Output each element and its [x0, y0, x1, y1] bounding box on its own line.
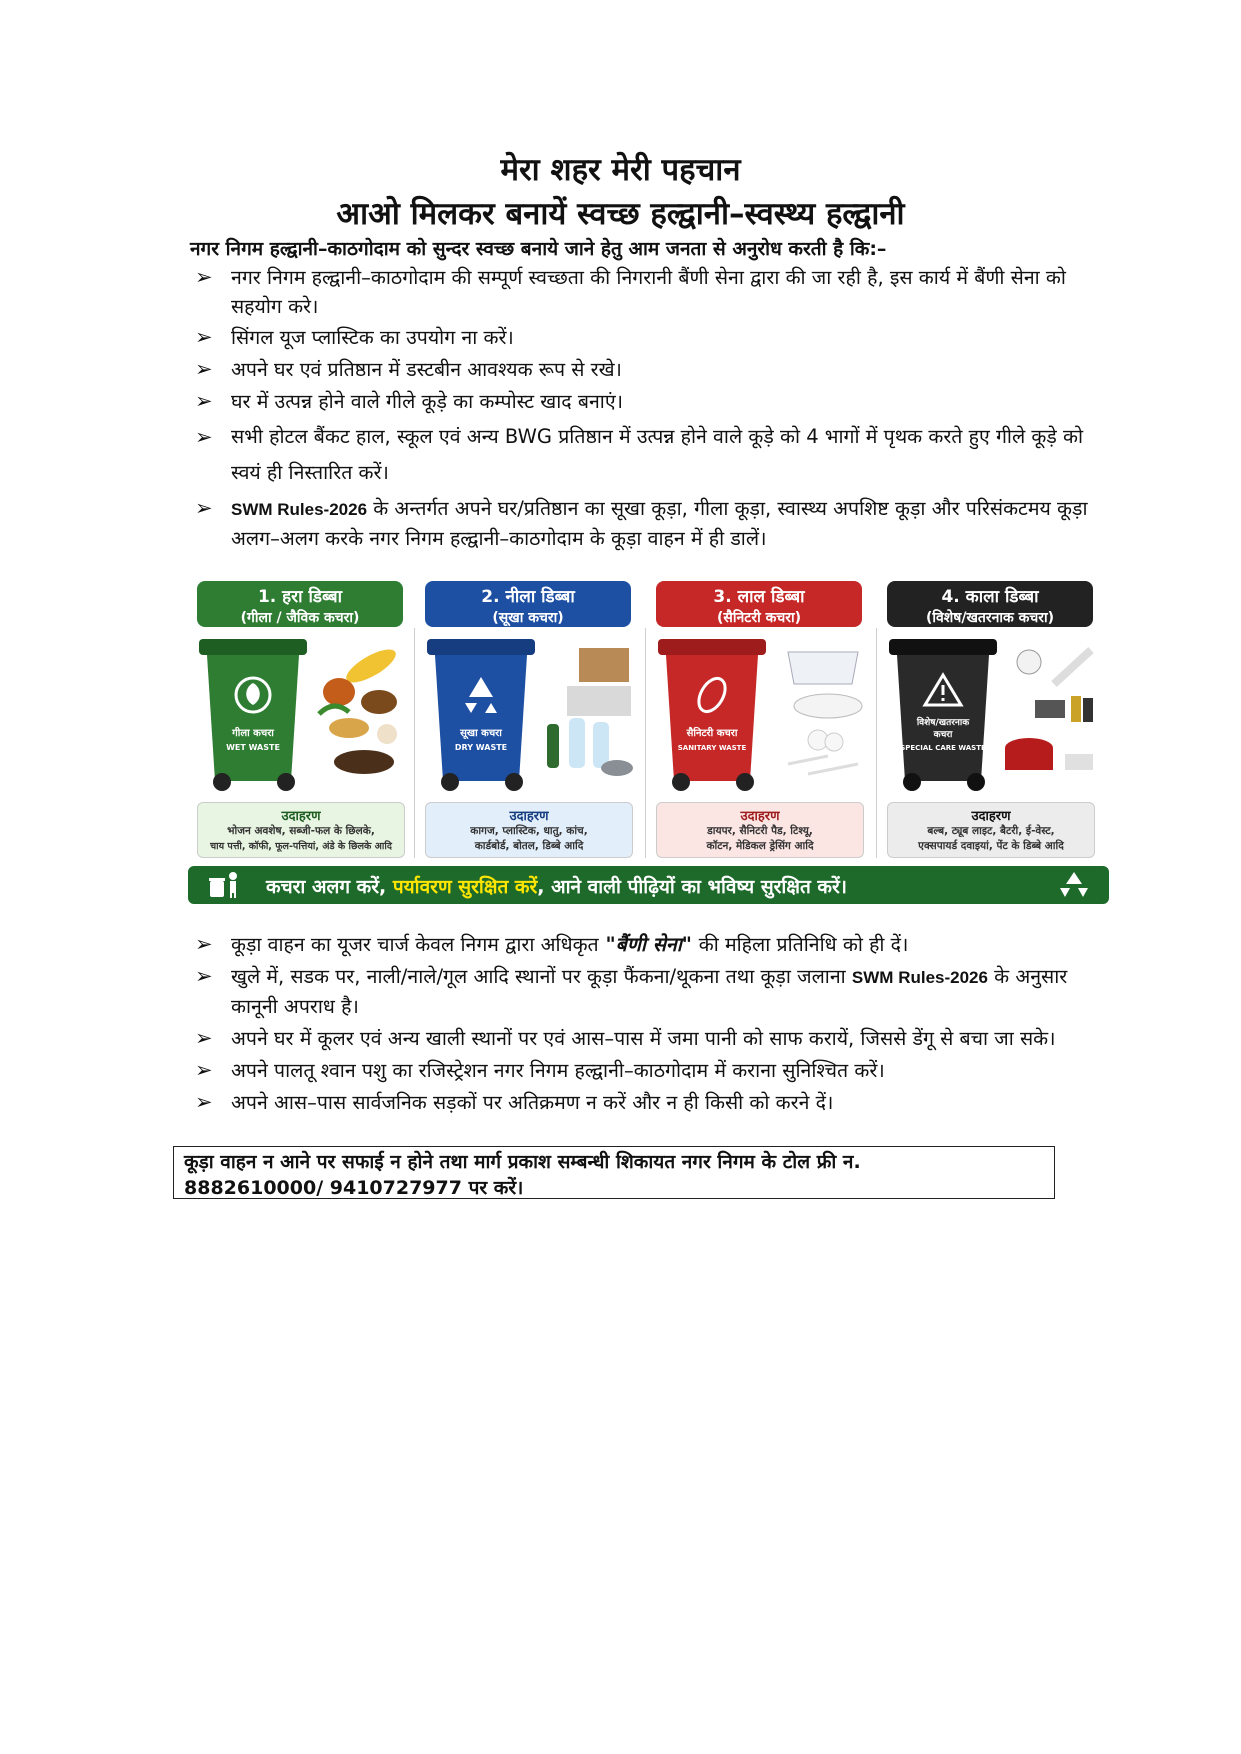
recycle-icon	[1057, 870, 1091, 900]
instructions-list-top	[195, 263, 1095, 556]
bin-label: सैनिटरी कचरा	[686, 728, 738, 739]
waste-bins-infographic	[185, 578, 1115, 863]
list-item: ➢ सभी होटल बैंकट हाल, स्कूल एवं अन्य BWG प्रतिष्ठान में उत्पन्न होने वाले कूड़े को 4 भागों में पृथक करते हुए गीले कूड़े को स्वयं ही निस्तारित करें।	[195, 419, 1095, 491]
arrow-bullet-icon: ➢	[195, 496, 213, 520]
dustbin-person-icon	[208, 871, 242, 899]
list-item: ➢ कूड़ा वाहन का यूजर चार्ज केवल निगम द्वारा अधिकृत "बैंणी सेना" की महिला प्रतिनिधि को ही दें।	[195, 930, 1095, 959]
divider	[414, 628, 415, 858]
red-bin-card	[648, 578, 870, 860]
bin-label: गीला कचरा	[232, 728, 274, 739]
arrow-bullet-icon: ➢	[195, 389, 213, 413]
complaint-notice-box	[173, 1146, 1055, 1199]
bin-label: विशेष/खतरनाक	[916, 718, 970, 728]
food-waste-icon	[309, 644, 409, 784]
notice-phone-line: 8882610000/ 9410727977 पर करें।	[184, 1177, 524, 1199]
bin-header: 4. काला डिब्बा (विशेष/खतरनाक कचरा)	[887, 581, 1093, 627]
examples-box: उदाहरण भोजन अवशेष, सब्जी-फल के छिलके, चाय पत्ती, कॉफी, फूल-पत्तियां, अंडे के छिलके आदि	[197, 802, 405, 858]
arrow-bullet-icon: ➢	[195, 425, 213, 449]
list-item: ➢ अपने घर में कूलर एवं अन्य खाली स्थानों पर एवं आस–पास में जमा पानी को साफ करायें, जिससे डेंगू से बचा जा सके।	[195, 1024, 1095, 1053]
dry-waste-icon	[537, 644, 637, 784]
bin-header: 2. नीला डिब्बा (सूखा कचरा)	[425, 581, 631, 627]
sanitary-waste-icon	[768, 644, 868, 784]
divider	[876, 628, 877, 858]
black-bin-card	[879, 578, 1101, 860]
bin-label-en: SPECIAL CARE WASTE	[900, 744, 986, 752]
examples-box: उदाहरण डायपर, सैनिटरी पैड, टिश्यू, कॉटन, मेडिकल ड्रेसिंग आदि	[656, 802, 864, 858]
page-title: मेरा शहर मेरी पहचान	[500, 152, 741, 188]
arrow-bullet-icon: ➢	[195, 932, 213, 956]
black-bin-icon	[883, 633, 1003, 798]
bin-header: 3. लाल डिब्बा (सैनिटरी कचरा)	[656, 581, 862, 627]
arrow-bullet-icon: ➢	[195, 1058, 213, 1082]
slogan-text: कचरा अलग करें, पर्यावरण सुरक्षित करें, आने वाली पीढ़ियों का भविष्य सुरक्षित करें।	[266, 876, 847, 898]
arrow-bullet-icon: ➢	[195, 1090, 213, 1114]
list-item: ➢ अपने आस–पास सार्वजनिक सड़कों पर अतिक्रमण न करें और न ही किसी को करने दें।	[195, 1088, 1095, 1117]
bin-label-en: DRY WASTE	[454, 743, 508, 752]
arrow-bullet-icon: ➢	[195, 325, 213, 349]
list-item: ➢ अपने घर एवं प्रतिष्ठान में डस्टबीन आवश्यक रूप से रखे।	[195, 355, 1095, 384]
divider	[645, 628, 646, 858]
bin-label-en: WET WASTE	[226, 743, 280, 752]
arrow-bullet-icon: ➢	[195, 357, 213, 381]
arrow-bullet-icon: ➢	[195, 964, 213, 988]
page-subtitle: आओ मिलकर बनायें स्वच्छ हल्द्वानी–स्वस्थ्य हल्द्वानी	[336, 196, 905, 232]
blue-bin-card	[417, 578, 639, 860]
bin-header: 1. हरा डिब्बा (गीला / जैविक कचरा)	[197, 581, 403, 627]
bin-label: सूखा कचरा	[460, 728, 502, 739]
list-item: ➢ SWM Rules-2026 के अन्तर्गत अपने घर/प्रतिष्ठान का सूखा कूड़ा, गीला कूड़ा, स्वास्थ्य अपशिष्ट कूड़ा और परिसंकटमय कूड़ा अलग–अलग करके नगर निगम हल्द्वानी–काठगोदाम के कूड़ा वाहन में ही डालें।	[195, 496, 1088, 550]
instructions-list-bottom	[195, 930, 1095, 1120]
red-bin-icon	[652, 633, 772, 798]
blue-bin-icon	[421, 633, 541, 798]
examples-box: उदाहरण बल्ब, ट्यूब लाइट, बैटरी, ई-वेस्ट, एक्सपायर्ड दवाइयां, पेंट के डिब्बे आदि	[887, 802, 1095, 858]
green-bin-card	[189, 578, 411, 860]
green-bin-icon	[193, 633, 313, 798]
intro-text: नगर निगम हल्द्वानी–काठगोदाम को सुन्दर स्वच्छ बनाये जाने हेतु आम जनता से अनुरोध करती है कि:–	[190, 238, 887, 260]
notice-line: कूड़ा वाहन न आने पर सफाई न होने तथा मार्ग प्रकाश सम्बन्धी शिकायत नगर निगम के टोल फ्री न.	[184, 1151, 861, 1173]
slogan-banner	[188, 866, 1109, 904]
bin-label-2: कचरा	[933, 730, 953, 740]
arrow-bullet-icon: ➢	[195, 265, 213, 289]
list-item: ➢ नगर निगम हल्द्वानी–काठगोदाम की सम्पूर्ण स्वच्छता की निगरानी बैंणी सेना द्वारा की जा रही है, इस कार्य में बैंणी सेना को सहयोग करे।	[195, 265, 1066, 318]
hazardous-waste-icon	[999, 644, 1099, 784]
bin-label-en: SANITARY WASTE	[677, 744, 747, 752]
list-item: ➢ अपने पालतू श्वान पशु का रजिस्ट्रेशन नगर निगम हल्द्वानी–काठगोदाम में कराना सुनिश्चित करें।	[195, 1056, 1095, 1085]
list-item: ➢ घर में उत्पन्न होने वाले गीले कूड़े का कम्पोस्ट खाद बनाएं।	[195, 387, 1095, 416]
list-item: ➢ खुले में, सडक पर, नाली/नाले/गूल आदि स्थानों पर कूड़ा फैंकना/थूकना तथा कूड़ा जलाना SWM Rules-2026 के अनुसार कानूनी अपराध है।	[195, 964, 1068, 1018]
examples-box: उदाहरण कागज, प्लास्टिक, धातु, कांच, कार्डबोर्ड, बोतल, डिब्बे आदि	[425, 802, 633, 858]
arrow-bullet-icon: ➢	[195, 1026, 213, 1050]
list-item: ➢ सिंगल यूज प्लास्टिक का उपयोग ना करें।	[195, 323, 1095, 352]
